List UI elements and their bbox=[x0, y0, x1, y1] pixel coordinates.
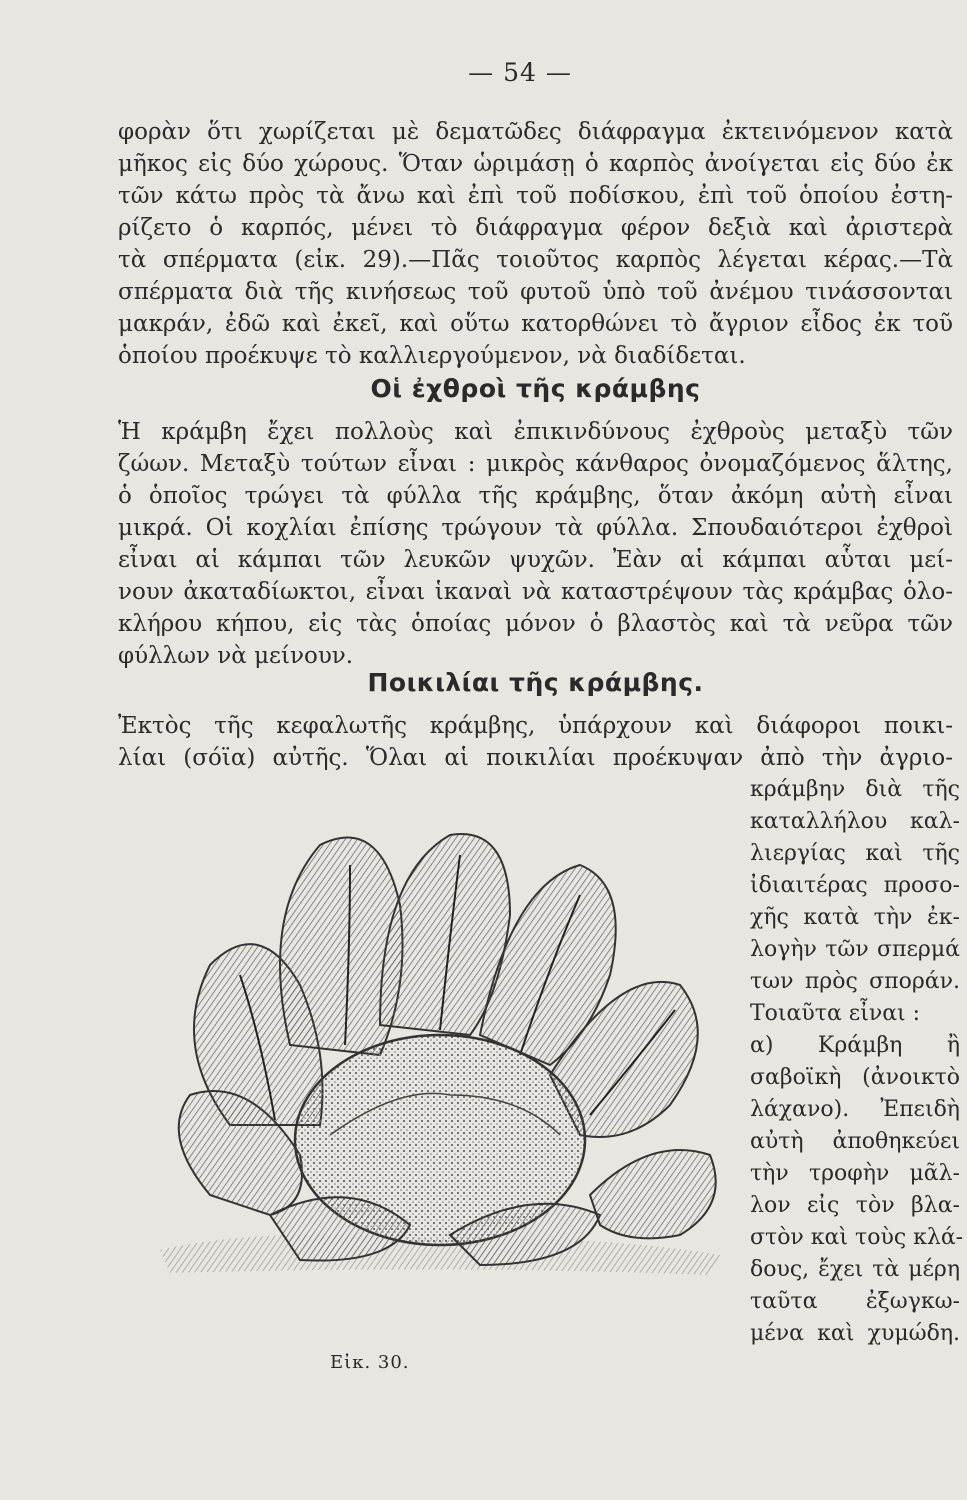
text-line: ταῦτα ἐξωγκω- bbox=[750, 1289, 960, 1314]
text-line: Τοιαῦτα εἶναι : bbox=[750, 1001, 921, 1026]
text-line: φορὰν ὅτι χωρίζεται μὲ δεματῶδες διάφραγμα ἐκτεινόμενον κατὰ bbox=[118, 119, 953, 145]
text-line: στὸν καὶ τοὺς κλά- bbox=[750, 1225, 964, 1250]
text-line: Ἐκτὸς τῆς κεφαλωτῆς κράμβης, ὑπάρχουν καὶ διάφοροι ποικι- bbox=[118, 713, 953, 739]
figure-caption: Εἰκ. 30. bbox=[330, 1352, 410, 1373]
text-line: αὐτὴ ἀποθηκεύει bbox=[750, 1129, 960, 1154]
text-line: λίαι (σόϊα) αὐτῆς. Ὅλαι αἱ ποικιλίαι προέκυψαν ἀπὸ τὴν ἀγριο- bbox=[118, 745, 953, 771]
text-line: ρίζετο ὁ καρπός, μένει τὸ διάφραγμα φέρον δεξιὰ καὶ ἀριστερὰ bbox=[118, 215, 953, 241]
text-line: α) Κράμβη ἢ bbox=[750, 1033, 960, 1058]
paragraph-intro bbox=[118, 116, 953, 372]
text-line: τὰ σπέρματα (εἰκ. 29).—Πᾶς τοιοῦτος καρπὸς λέγεται κέρας.—Τὰ bbox=[118, 247, 953, 273]
text-line: Ἡ κράμβη ἔχει πολλοὺς καὶ ἐπικινδύνους ἐχθροὺς μεταξὺ τῶν bbox=[118, 419, 953, 445]
text-line: λιεργίας καὶ τῆς bbox=[750, 841, 960, 866]
text-line: κράμβην διὰ τῆς bbox=[750, 777, 960, 802]
text-line: φύλλων νὰ μείνουν. bbox=[118, 643, 354, 669]
text-line: λάχανο). Ἐπειδὴ bbox=[750, 1097, 960, 1122]
cabbage-icon bbox=[150, 795, 740, 1335]
text-line: καταλλήλου καλ- bbox=[750, 809, 960, 834]
text-line: εἶναι αἱ κάμπαι τῶν λευκῶν ψυχῶν. Ἐὰν αἱ κάμπαι αὗται μεί- bbox=[118, 547, 953, 573]
savoy-cabbage-illustration bbox=[150, 795, 740, 1335]
text-line: σαβοϊκὴ (ἀνοικτὸ bbox=[750, 1065, 960, 1090]
text-line: των πρὸς σποράν. bbox=[750, 969, 960, 994]
text-line: μένα καὶ χυμώδη. bbox=[750, 1321, 960, 1346]
text-line: ὁποίου προέκυψε τὸ καλλιεργούμενον, νὰ διαδίδεται. bbox=[118, 343, 746, 369]
text-line: λογὴν τῶν σπερμά bbox=[750, 937, 960, 962]
section-heading-varieties: Ποικιλίαι τῆς κράμβης. bbox=[367, 668, 704, 697]
paragraph-varieties bbox=[118, 710, 953, 774]
side-column-text bbox=[750, 774, 964, 1350]
text-line: μῆκος εἰς δύο χώρους. Ὅταν ὡριμάσῃ ὁ καρπὸς ἀνοίγεται εἰς δύο ἐκ bbox=[118, 151, 953, 177]
paragraph-enemies bbox=[118, 416, 953, 672]
text-line: ὁ ὁποῖος τρώγει τὰ φύλλα τῆς κράμβης, ὅταν ἀκόμη αὐτὴ εἶναι bbox=[118, 483, 953, 509]
text-line: σπέρματα διὰ τῆς κινήσεως τοῦ φυτοῦ ὑπὸ τοῦ ἀνέμου τινάσσονται bbox=[118, 279, 953, 305]
text-line: τῶν κάτω πρὸς τὰ ἄνω καὶ ἐπὶ τοῦ ποδίσκου, ἐπὶ τοῦ ὁποίου ἐστη- bbox=[118, 183, 953, 209]
section-heading-enemies: Οἱ ἐχθροὶ τῆς κράμβης bbox=[370, 374, 701, 403]
text-line: μακράν, ἐδῶ καὶ ἐκεῖ, καὶ οὕτω κατορθώνει τὸ ἄγριον εἶδος ἐκ τοῦ bbox=[118, 311, 953, 337]
text-line: ἰδιαιτέρας προσο- bbox=[750, 873, 960, 898]
text-line: χῆς κατὰ τὴν ἐκ- bbox=[750, 905, 960, 930]
text-line: ζώων. Μεταξὺ τούτων εἶναι : μικρὸς κάνθαρος ὀνομαζόμενος ἅλτης, bbox=[118, 451, 953, 477]
text-line: λον εἰς τὸν βλα- bbox=[750, 1193, 960, 1218]
text-line: κλήρου κήπου, εἰς τὰς ὁποίας μόνον ὁ βλαστὸς καὶ τὰ νεῦρα τῶν bbox=[118, 611, 953, 637]
text-line: μικρά. Οἱ κοχλίαι ἐπίσης τρώγουν τὰ φύλλα. Σπουδαιότεροι ἐχθροὶ bbox=[118, 515, 953, 541]
page-number: — 54 — bbox=[468, 58, 572, 87]
text-line: τὴν τροφὴν μᾶλ- bbox=[750, 1161, 960, 1186]
text-line: νουν ἀκαταδίωκτοι, εἶναι ἱκαναὶ νὰ καταστρέψουν τὰς κράμβας ὁλο- bbox=[118, 579, 953, 605]
text-line: δους, ἔχει τὰ μέρη bbox=[750, 1257, 960, 1282]
